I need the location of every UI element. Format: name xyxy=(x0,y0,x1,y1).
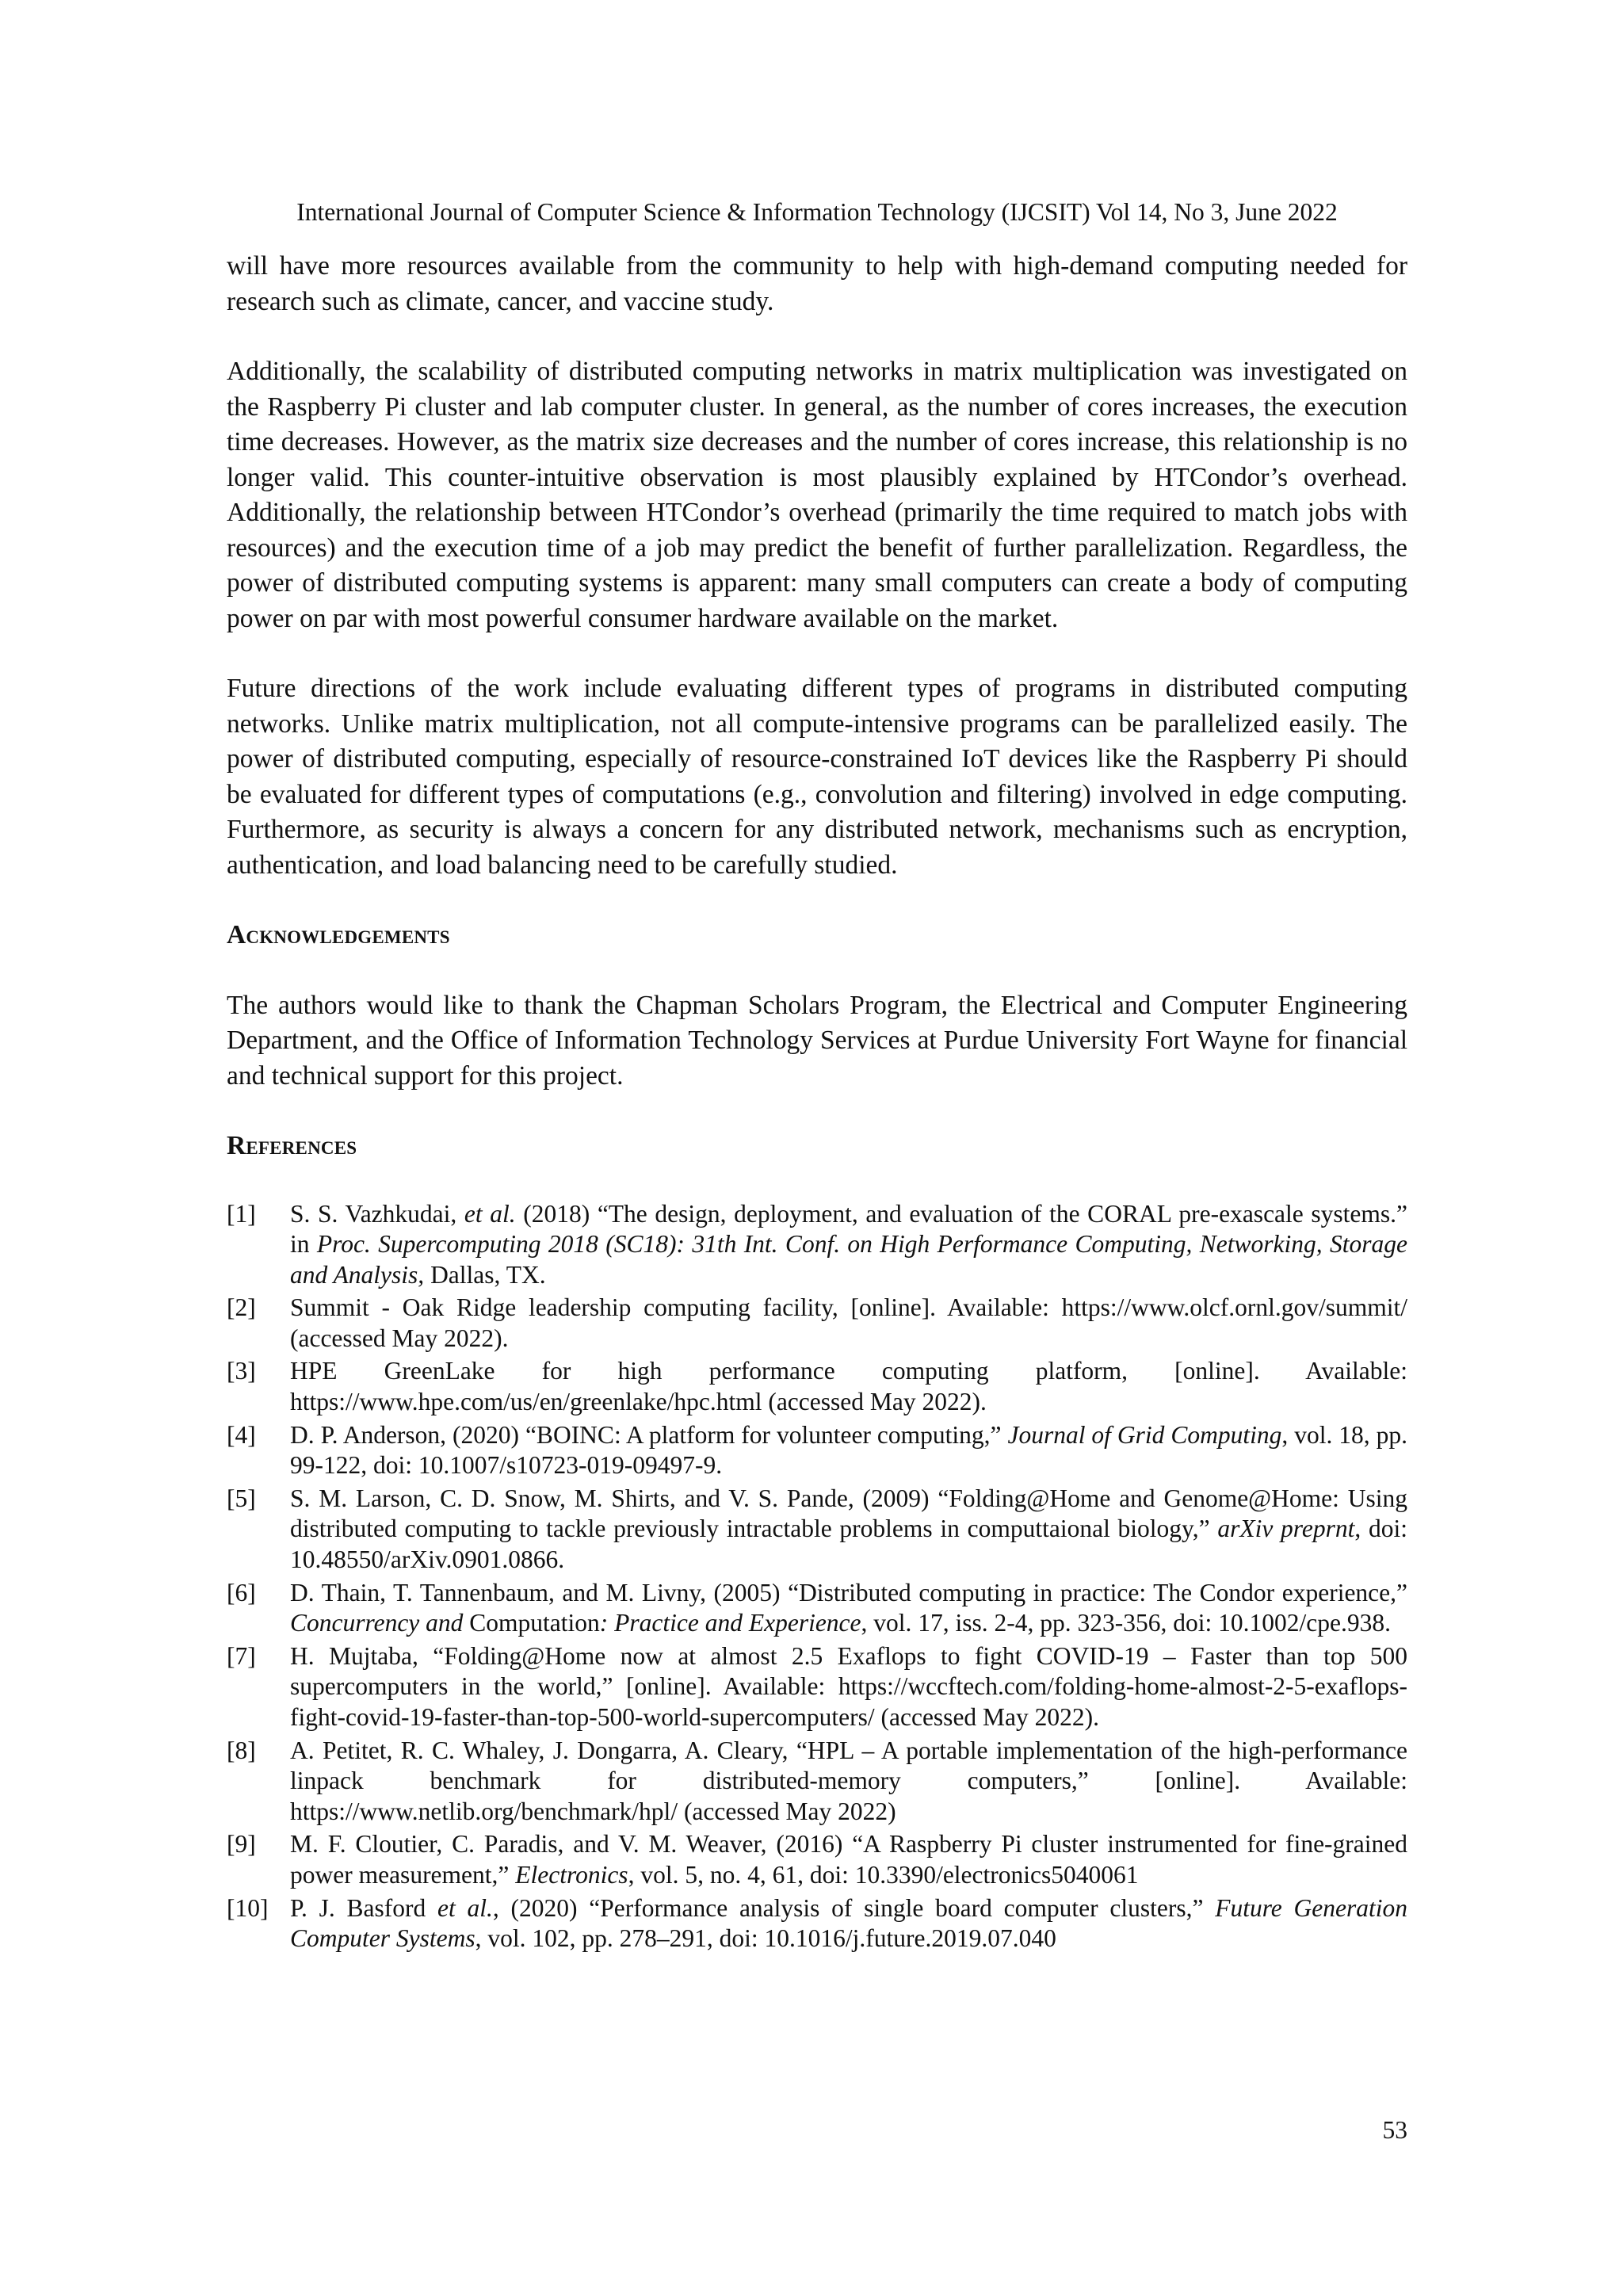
reference-item xyxy=(227,1578,1407,1639)
reference-number: [8] xyxy=(227,1736,256,1764)
reference-part: , vol. 102, pp. 278–291, doi: 10.1016/j.future.2019.07.040 xyxy=(475,1924,1056,1953)
reference-part: A. Petitet, R. C. Whaley, J. Dongarra, A. Cleary, “HPL – A portable implementation of the high-performance linpack benchmark for distributed-memory computers,” [online]. Available: https://www.netlib.org/benchmark/hpl/ (accessed May 2022) xyxy=(290,1736,1407,1825)
paragraph: will have more resources available from the community to help with high-demand computing needed for research such as climate, cancer, and vaccine study. xyxy=(227,251,1407,316)
reference-part: M. F. Cloutier, C. Paradis, and V. M. Weaver, (2016) “A Raspberry Pi cluster instrumented for fine-grained power measurement,” xyxy=(290,1830,1407,1889)
reference-part: H. Mujtaba, “Folding@Home now at almost 2.5 Exaflops to fight COVID-19 – Faster than top 500 supercomputers in the world,” [online]. Available: https://wccftech.com/folding-home-almost-2-5-exaflops-fight-covid-19-faster-than-top-500-world-supercomputers/ (accessed May 2022). xyxy=(290,1641,1407,1731)
reference-text xyxy=(290,1830,1407,1889)
reference-part: , (2020) “Performance analysis of single board computer clusters,” xyxy=(492,1893,1216,1922)
reference-text xyxy=(290,1484,1407,1573)
reference-part: Dallas, TX. xyxy=(424,1260,546,1289)
reference-number: [7] xyxy=(227,1641,256,1670)
reference-item xyxy=(227,1641,1407,1733)
reference-item xyxy=(227,1893,1407,1954)
reference-italic-part: Journal of Grid Computing xyxy=(1007,1420,1282,1449)
reference-item xyxy=(227,1829,1407,1890)
reference-number: [1] xyxy=(227,1199,256,1228)
reference-part: (2018) “The design, deployment, and evaluation of the CORAL pre-exascale systems.” in xyxy=(290,1199,1407,1259)
reference-text xyxy=(290,1357,1407,1415)
references-heading: References xyxy=(227,1131,357,1160)
reference-italic-part: Concurrency and xyxy=(290,1609,464,1637)
reference-number: [6] xyxy=(227,1578,256,1606)
reference-part: S. S. Vazhkudai, xyxy=(290,1199,464,1228)
reference-item xyxy=(227,1420,1407,1481)
reference-text xyxy=(290,1421,1407,1480)
reference-number: [3] xyxy=(227,1357,256,1385)
reference-part: , doi: 10.48550/arXiv.0901.0866. xyxy=(290,1515,1407,1574)
reference-number: [2] xyxy=(227,1293,256,1322)
reference-part: HPE GreenLake for high performance computing platform, [online]. Available: https://www.hpe.com/us/en/greenlake/hpc.html (accessed May 2022). xyxy=(290,1357,1407,1416)
reference-item xyxy=(227,1199,1407,1291)
reference-item xyxy=(227,1356,1407,1417)
reference-text xyxy=(290,1642,1407,1731)
acknowledgements-heading: Acknowledgements xyxy=(227,920,450,949)
reference-italic-part: et al. xyxy=(437,1893,493,1922)
acknowledgements-text: The authors would like to thank the Chapman Scholars Program, the Electrical and Computer Engineering Department, and the Office of Information Technology Services at Purdue University Fort Wayne for financial and technical support for this project. xyxy=(227,990,1407,1091)
reference-text xyxy=(290,1293,1407,1352)
reference-text xyxy=(290,1579,1407,1637)
reference-number: [9] xyxy=(227,1830,256,1859)
reference-italic-part: Electronics xyxy=(515,1860,628,1889)
page-number: 53 xyxy=(1382,2116,1407,2144)
reference-part: D. Thain, T. Tannenbaum, and M. Livny, (2005) “Distributed computing in practice: The Condor experience,” xyxy=(290,1578,1407,1606)
reference-item xyxy=(227,1293,1407,1354)
reference-part: S. M. Larson, C. D. Snow, M. Shirts, and V. S. Pande, (2009) “Folding@Home and Genome@Home: Using distributed computing to tackle previously intractable problems in computtaional biology,” xyxy=(290,1484,1407,1543)
reference-part: , vol. 5, no. 4, 61, doi: 10.3390/electronics5040061 xyxy=(628,1860,1139,1889)
paragraph: Future directions of the work include evaluating different types of programs in distributed computing networks. Unlike matrix multiplication, not all compute-intensive programs can be parallelized easily. The power of distributed computing, especially of resource-constrained IoT devices like the Raspberry Pi should be evaluated for different types of computations (e.g., convolution and filtering) involved in edge computing. Furthermore, as security is always a concern for any distributed network, mechanisms such as encryption, authentication, and load balancing need to be carefully studied. xyxy=(227,674,1407,880)
body-text xyxy=(227,249,1407,1957)
reference-italic-part: arXiv preprnt xyxy=(1217,1515,1355,1543)
reference-number: [5] xyxy=(227,1484,256,1512)
reference-part: Summit - Oak Ridge leadership computing facility, [online]. Available: https://www.olcf.ornl.gov/summit/ (accessed May 2022). xyxy=(290,1293,1407,1352)
reference-item xyxy=(227,1484,1407,1576)
reference-italic-part: Proc. Supercomputing 2018 (SC18): 31th Int. Conf. on High Performance Computing, Networking, Storage and Analysis, xyxy=(290,1230,1407,1289)
reference-number: [4] xyxy=(227,1420,256,1449)
reference-part: Computation xyxy=(463,1609,600,1637)
reference-italic-part: Future Generation Computer Systems xyxy=(290,1893,1407,1953)
paragraph: Additionally, the scalability of distributed computing networks in matrix multiplication was investigated on the Raspberry Pi cluster and lab computer cluster. In general, as the number of cores increases, the execution time decreases. However, as the matrix size decreases and the number of cores increase, this relationship is no longer valid. This counter-intuitive observation is most plausibly explained by HTCondor’s overhead. Additionally, the relationship between HTCondor’s overhead (primarily the time required to match jobs with resources) and the execution time of a job may predict the benefit of further parallelization. Regardless, the power of distributed computing systems is apparent: many small computers can create a body of computing power on par with most powerful consumer hardware available on the market. xyxy=(227,357,1407,633)
reference-part: , vol. 17, iss. 2-4, pp. 323-356, doi: 10.1002/cpe.938. xyxy=(861,1609,1391,1637)
reference-italic-part: : Practice and Experience xyxy=(599,1609,861,1637)
reference-item xyxy=(227,1736,1407,1828)
reference-text xyxy=(290,1200,1407,1289)
running-header: International Journal of Computer Science & Information Technology (IJCSIT) Vol 14, No 3, June 2022 xyxy=(296,198,1338,226)
reference-part: D. P. Anderson, (2020) “BOINC: A platform for volunteer computing,” xyxy=(290,1420,1008,1449)
reference-italic-part: et al. xyxy=(464,1199,516,1228)
reference-text xyxy=(290,1736,1407,1825)
reference-part: P. J. Basford xyxy=(290,1893,438,1922)
reference-number: [10] xyxy=(227,1893,269,1922)
reference-part: , vol. 18, pp. 99-122, doi: 10.1007/s10723-019-09497-9. xyxy=(290,1420,1407,1480)
reference-text xyxy=(290,1894,1407,1953)
references-list xyxy=(227,1199,1407,1954)
